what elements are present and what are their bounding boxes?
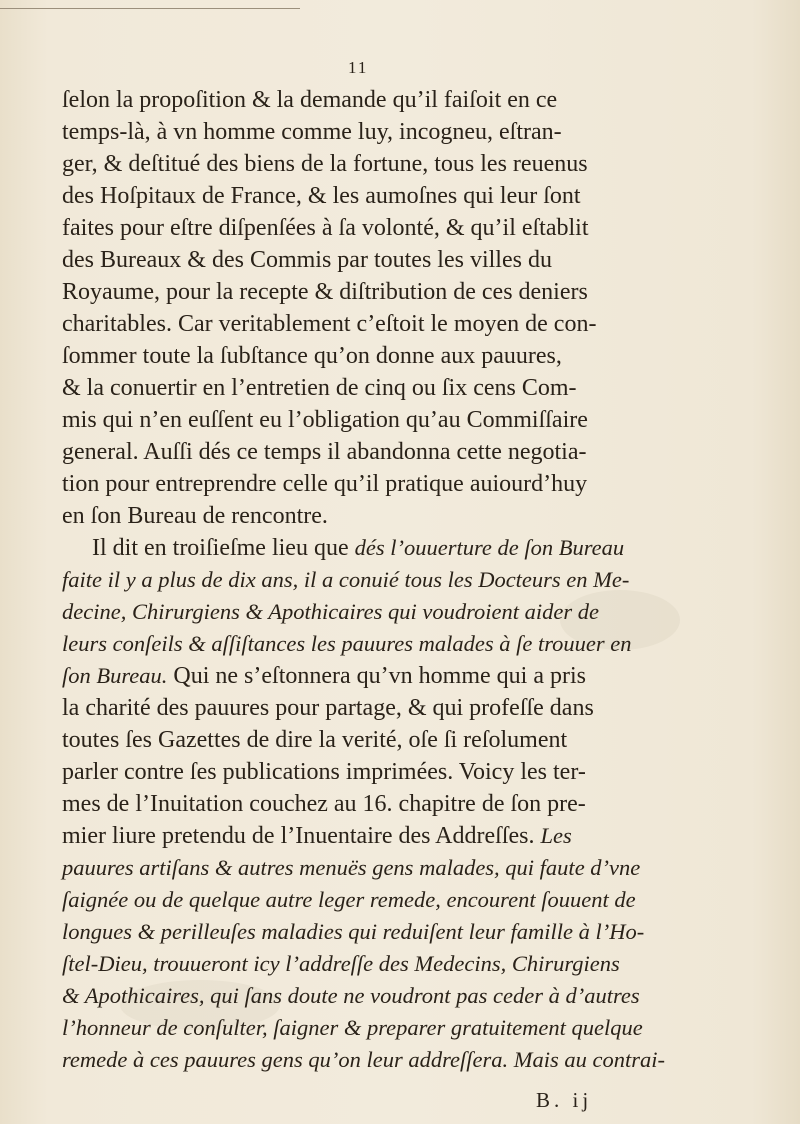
text-line [62, 564, 690, 596]
text-segment: ſommer toute la ſubſtance qu’on donne aux pauures, [62, 343, 562, 369]
text-line [62, 660, 690, 692]
text-segment: mis qui n’en euſſent eu l’obligation qu’au Commiſſaire [62, 407, 588, 433]
text-line [62, 948, 690, 980]
text-line [62, 180, 690, 212]
italic-quote-segment: dés l’ouuerture de ſon Bureau [354, 535, 625, 560]
italic-quote-segment: l’honneur de conſulter, ſaigner & preparer gratuitement quelque [62, 1015, 643, 1040]
italic-quote-segment: pauures artiſans & autres menuës gens malades, qui faute d’vne [62, 855, 641, 880]
text-line [62, 244, 690, 276]
text-segment: charitables. Car veritablement c’eſtoit le moyen de con- [62, 311, 597, 337]
text-line [62, 148, 690, 180]
text-segment: des Bureaux & des Commis par toutes les villes du [62, 247, 552, 273]
text-segment: mier liure pretendu de l’Inuentaire des Addreſſes. [62, 823, 541, 849]
signature-mark: B. ij [536, 1088, 593, 1112]
text-line [62, 84, 690, 116]
text-segment: Il dit en troiſieſme lieu que [92, 535, 355, 561]
italic-quote-segment: ſtel-Dieu, trouueront icy l’addreſſe des Medecins, Chirurgiens [62, 951, 620, 976]
text-segment: mes de l’Inuitation couchez au 16. chapitre de ſon pre- [62, 791, 586, 817]
italic-quote-segment: decine, Chirurgiens & Apothicaires qui voudroient aider de [62, 599, 600, 624]
text-line [62, 596, 690, 628]
text-line [62, 820, 690, 852]
text-line [62, 404, 690, 436]
text-line [62, 276, 690, 308]
text-segment: temps-là, à vn homme comme luy, incogneu, eſtran- [62, 119, 562, 145]
text-segment: des Hoſpitaux de France, & les aumoſnes qui leur ſont [62, 183, 581, 209]
text-line [62, 116, 690, 148]
text-line [62, 436, 690, 468]
text-line [62, 756, 690, 788]
italic-quote-segment: ſaignée ou de quelque autre leger remede, encourent ſouuent de [62, 887, 636, 912]
text-line [62, 884, 690, 916]
text-line [62, 308, 690, 340]
text-segment: tion pour entreprendre celle qu’il pratique auiourd’huy [62, 471, 588, 497]
text-segment: & la conuertir en l’entretien de cinq ou ſix cens Com- [62, 375, 577, 401]
text-segment: ſelon la propoſition & la demande qu’il faiſoit en ce [62, 87, 558, 113]
text-line [62, 532, 690, 564]
italic-quote-segment: Les [540, 823, 572, 848]
text-segment: toutes ſes Gazettes de dire la verité, oſe ſi reſolument [62, 727, 568, 753]
text-line [62, 916, 690, 948]
text-line [62, 1044, 690, 1076]
top-rule [0, 8, 300, 9]
text-segment: faites pour eſtre diſpenſées à ſa volonté, & qu’il eſtablit [62, 215, 589, 241]
text-line [62, 980, 690, 1012]
text-line [62, 1012, 690, 1044]
italic-quote-segment: ſon Bureau. [62, 663, 168, 688]
italic-quote-segment: & Apothicaires, qui ſans doute ne voudront pas ceder à d’autres [62, 983, 640, 1008]
text-line [62, 372, 690, 404]
italic-quote-segment: remede à ces pauures gens qu’on leur addreſſera. Mais au contrai- [62, 1047, 666, 1072]
page-number: 11 [348, 58, 369, 77]
italic-quote-segment: leurs conſeils & aſſiſtances les pauures malades à ſe trouuer en [62, 631, 632, 656]
text-line [62, 852, 690, 884]
text-line [62, 724, 690, 756]
italic-quote-segment: longues & perilleuſes maladies qui reduiſent leur famille à l’Ho- [62, 919, 645, 944]
text-segment: general. Auſſi dés ce temps il abandonna cette negotia- [62, 439, 587, 465]
text-line [62, 628, 690, 660]
text-segment: parler contre ſes publications imprimées. Voicy les ter- [62, 759, 586, 785]
text-line [62, 340, 690, 372]
text-line [62, 692, 690, 724]
body-text [62, 84, 690, 1076]
text-line [62, 788, 690, 820]
text-segment: Royaume, pour la recepte & diſtribution de ces deniers [62, 279, 588, 305]
italic-quote-segment: faite il y a plus de dix ans, il a conuié tous les Docteurs en Me- [62, 567, 630, 592]
text-line [62, 500, 690, 532]
text-line [62, 468, 690, 500]
text-segment: ger, & deſtitué des biens de la fortune, tous les reuenus [62, 151, 588, 177]
text-line [62, 212, 690, 244]
text-segment: la charité des pauures pour partage, & qui profeſſe dans [62, 695, 594, 721]
text-segment: en ſon Bureau de rencontre. [62, 503, 328, 529]
text-segment: Qui ne s’eſtonnera qu’vn homme qui a pris [167, 663, 586, 689]
